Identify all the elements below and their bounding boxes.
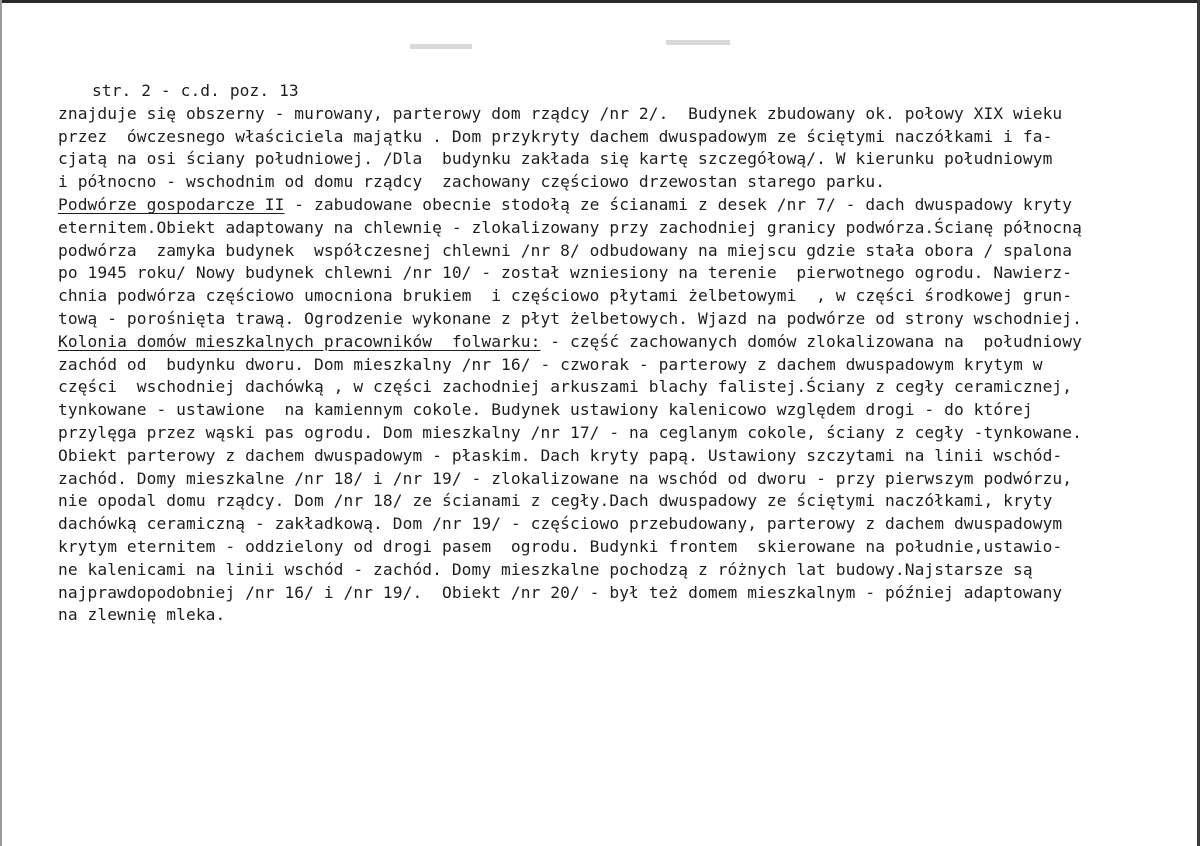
text-line: zachód od budynku dworu. Dom mieszkalny /nr 16/ - czworak - parterowy z dachem dwuspadowym krytym w: [58, 354, 1043, 374]
page-header: str. 2 - c.d. poz. 13: [92, 81, 299, 100]
scan-border-left: [0, 0, 2, 846]
text-line: na zlewnię mleka.: [58, 605, 226, 625]
text-line: dachówką ceramiczną - zakładkową. Dom /nr 19/ - częściowo przebudowany, parterowy z dachem dwuspadowym: [58, 514, 1063, 534]
section-heading: Kolonia domów mieszkalnych pracowników folwarku:: [58, 331, 541, 351]
scan-smudge: [410, 44, 472, 49]
text-line: nie opodal domu rządcy. Dom /nr 18/ ze ścianami z cegły.Dach dwuspadowy ze ściętymi naczółkami, kryty: [58, 491, 1053, 511]
text-line: chnia podwórza częściowo umocniona brukiem i częściowo płytami żelbetowymi , w części środkowej grun-: [58, 286, 1073, 306]
text-line: i północno - wschodnim od domu rządcy zachowany częściowo drzewostan starego parku.: [58, 172, 886, 192]
section-heading: Podwórze gospodarcze II: [58, 194, 285, 214]
scan-smudge: [666, 40, 730, 45]
text-line: krytym eternitem - oddzielony od drogi pasem ogrodu. Budynki frontem skierowane na południe,ustawio-: [58, 536, 1063, 556]
text-line: tynkowane - ustawione na kamiennym cokole. Budynek ustawiony kalenicowo względem drogi - do której: [58, 400, 1033, 420]
text-line: przylęga przez wąski pas ogrodu. Dom mieszkalny /nr 17/ - na ceglanym cokole, ściany z cegły -tynkowane.: [58, 422, 1082, 442]
text-line: ne kalenicami na linii wschód - zachód. Domy mieszkalne pochodzą z różnych lat budowy.Najstarsze są: [58, 559, 1033, 579]
text-line: Obiekt parterowy z dachem dwuspadowym - płaskim. Dach kryty papą. Ustawiony szczytami na linii wschód-: [58, 445, 1063, 465]
text-line: cjatą na osi ściany południowej. /Dla budynku zakłada się kartę szczegółową/. W kierunku południowym: [58, 149, 1053, 169]
text-line: Podwórze gospodarcze II - zabudowane obecnie stodołą ze ścianami z desek /nr 7/ - dach dwuspadowy kryty: [58, 194, 1073, 214]
text-line: znajduje się obszerny - murowany, parterowy dom rządcy /nr 2/. Budynek zbudowany ok. połowy XIX wieku: [58, 103, 1063, 123]
text-line: Kolonia domów mieszkalnych pracowników folwarku: - część zachowanych domów zlokalizowana na południowy: [58, 331, 1082, 351]
text-line: tową - porośnięta trawą. Ogrodzenie wykonane z płyt żelbetowych. Wjazd na podwórze od strony wschodniej.: [58, 308, 1082, 328]
text-line: przez ówczesnego właściciela majątku . Dom przykryty dachem dwuspadowym ze ściętymi naczółkami i fa-: [58, 126, 1053, 146]
scan-border-top: [0, 0, 1200, 3]
text-line: eternitem.Obiekt adaptowany na chlewnię - zlokalizowany przy zachodniej granicy podwórza.Ścianę północną: [58, 217, 1082, 237]
text-line: części wschodniej dachówką , w części zachodniej arkuszami blachy falistej.Ściany z cegły ceramicznej,: [58, 377, 1073, 397]
typed-page: [58, 80, 1168, 627]
text-line: zachód. Domy mieszkalne /nr 18/ i /nr 19/ - zlokalizowane na wschód od dworu - przy pierwszym podwórzu,: [58, 468, 1073, 488]
text-line: po 1945 roku/ Nowy budynek chlewni /nr 10/ - został wzniesiony na terenie pierwotnego ogrodu. Nawierz-: [58, 263, 1073, 283]
text-line: podwórza zamyka budynek współczesnej chlewni /nr 8/ odbudowany na miejscu gdzie stała obora / spalona: [58, 240, 1073, 260]
text-line: najprawdopodobniej /nr 16/ i /nr 19/. Obiekt /nr 20/ - był też domem mieszkalnym - później adaptowany: [58, 582, 1063, 602]
